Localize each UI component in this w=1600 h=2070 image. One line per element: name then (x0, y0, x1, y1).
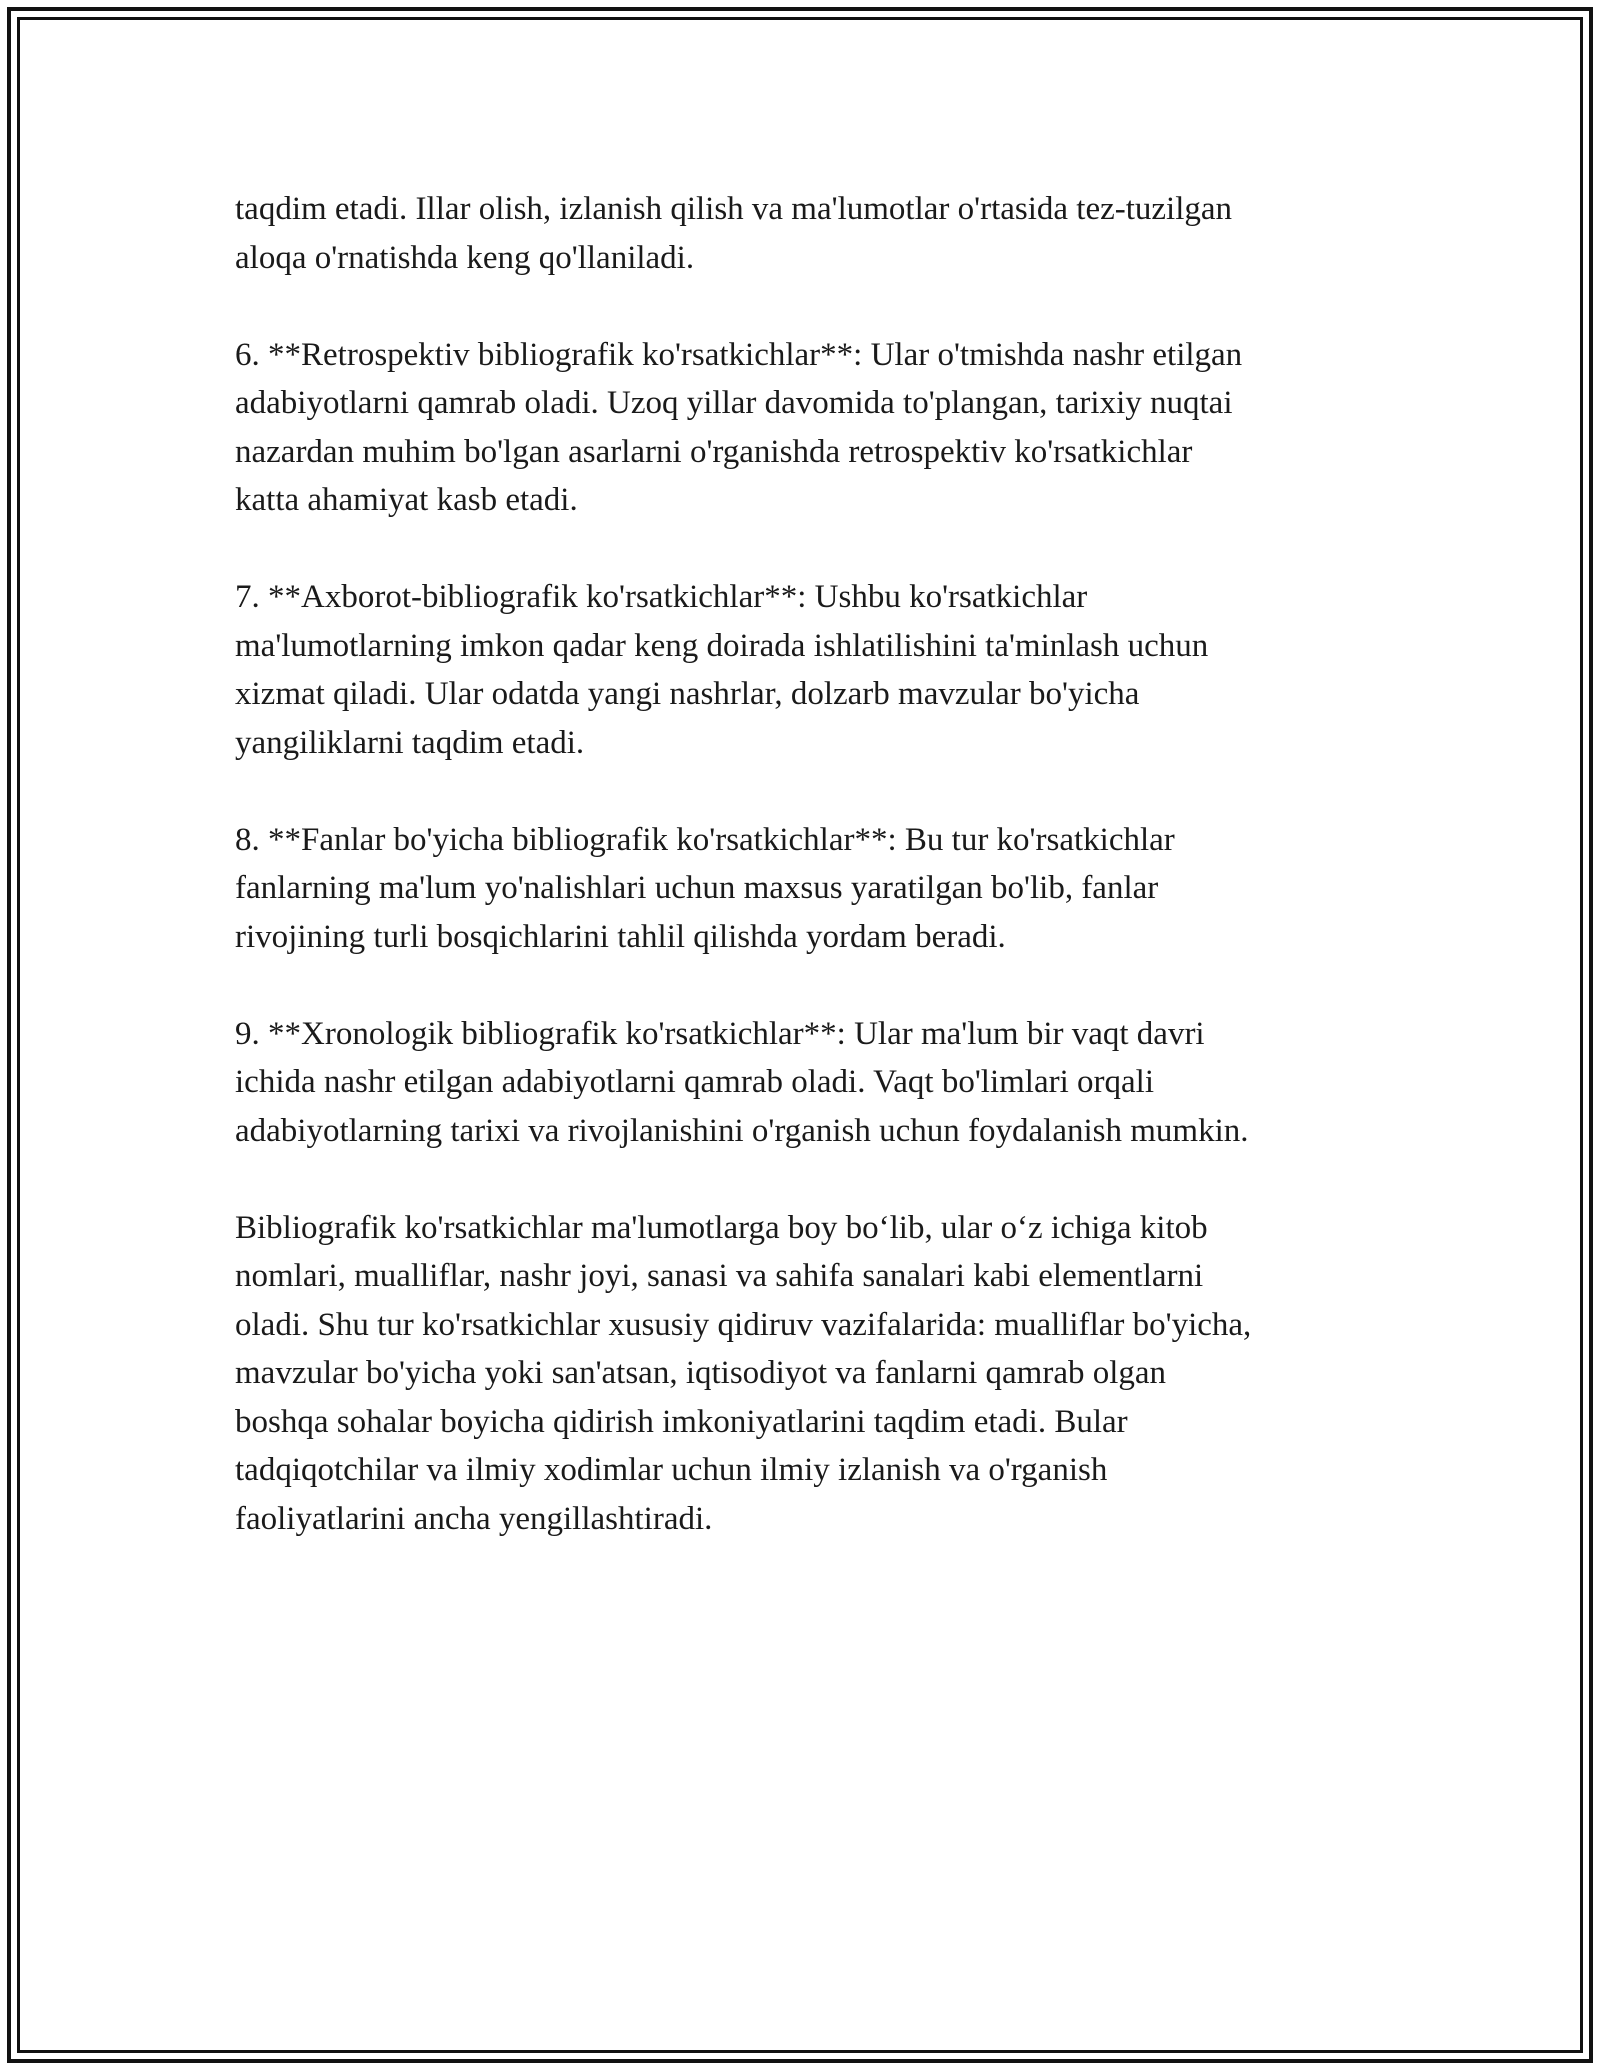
text-line: 9. **Xronologik bibliografik ko'rsatkichlar**: Ular ma'lum bir vaqt davri (235, 1015, 1205, 1052)
paragraph-item-8 (235, 816, 1375, 962)
text-line: xizmat qiladi. Ular odatda yangi nashrlar, dolzarb mavzular bo'yicha (235, 676, 1140, 712)
text-line: ma'lumotlarning imkon qadar keng doirada ishlatilishini ta'minlash uchun (235, 627, 1209, 664)
paragraph-item-7 (235, 573, 1375, 767)
text-line: boshqa sohalar boyicha qidirish imkoniyatlarini taqdim etadi. Bular (235, 1403, 1128, 1440)
text-line: adabiyotlarni qamrab oladi. Uzoq yillar davomida to'plangan, tarixiy nuqtai (235, 385, 1233, 421)
text-line: fanlarning ma'lum yo'nalishlari uchun maxsus yaratilgan bo'lib, fanlar (235, 870, 1159, 906)
text-line: 6. **Retrospektiv bibliografik ko'rsatkichlar**: Ular o'tmishda nashr etilgan (235, 336, 1243, 373)
text-line: aloqa o'rnatishda keng qo'llaniladi. (235, 239, 695, 276)
text-line: oladi. Shu tur ko'rsatkichlar xususiy qidiruv vazifalarida: mualliflar bo'yicha, (235, 1306, 1252, 1343)
text-line: taqdim etadi. Illar olish, izlanish qilish va ma'lumotlar o'rtasida tez-tuzilgan (235, 191, 1233, 227)
text-line: 8. **Fanlar bo'yicha bibliografik ko'rsatkichlar**: Bu tur ko'rsatkichlar (235, 821, 1175, 858)
text-line: nazardan muhim bo'lgan asarlarni o'rganishda retrospektiv ko'rsatkichlar (235, 433, 1193, 470)
text-line: adabiyotlarning tarixi va rivojlanishini o'rganish uchun foydalanish mumkin. (235, 1112, 1249, 1149)
paragraph-item-6 (235, 331, 1375, 525)
document-body (235, 185, 1375, 1592)
text-line: ichida nashr etilgan adabiyotlarni qamrab oladi. Vaqt bo'limlari orqali (235, 1064, 1154, 1100)
text-line: nomlari, mualliflar, nashr joyi, sanasi va sahifa sanalari kabi elementlarni (235, 1258, 1204, 1294)
text-line: katta ahamiyat kasb etadi. (235, 482, 578, 518)
text-line: rivojining turli bosqichlarini tahlil qilishda yordam beradi. (235, 918, 1006, 955)
text-line: yangiliklarni taqdim etadi. (235, 724, 585, 761)
paragraph-conclusion (235, 1204, 1375, 1544)
text-line: mavzular bo'yicha yoki san'atsan, iqtisodiyot va fanlarni qamrab olgan (235, 1355, 1167, 1391)
paragraph-intro-continuation (235, 185, 1375, 282)
text-line: faoliyatlarini ancha yengillashtiradi. (235, 1500, 713, 1537)
text-line: Bibliografik ko'rsatkichlar ma'lumotlarga boy bo‘lib, ular o‘z ichiga kitob (235, 1209, 1208, 1246)
paragraph-item-9 (235, 1010, 1375, 1156)
text-line: tadqiqotchilar va ilmiy xodimlar uchun ilmiy izlanish va o'rganish (235, 1452, 1108, 1488)
text-line: 7. **Axborot-bibliografik ko'rsatkichlar**: Ushbu ko'rsatkichlar (235, 579, 1088, 615)
